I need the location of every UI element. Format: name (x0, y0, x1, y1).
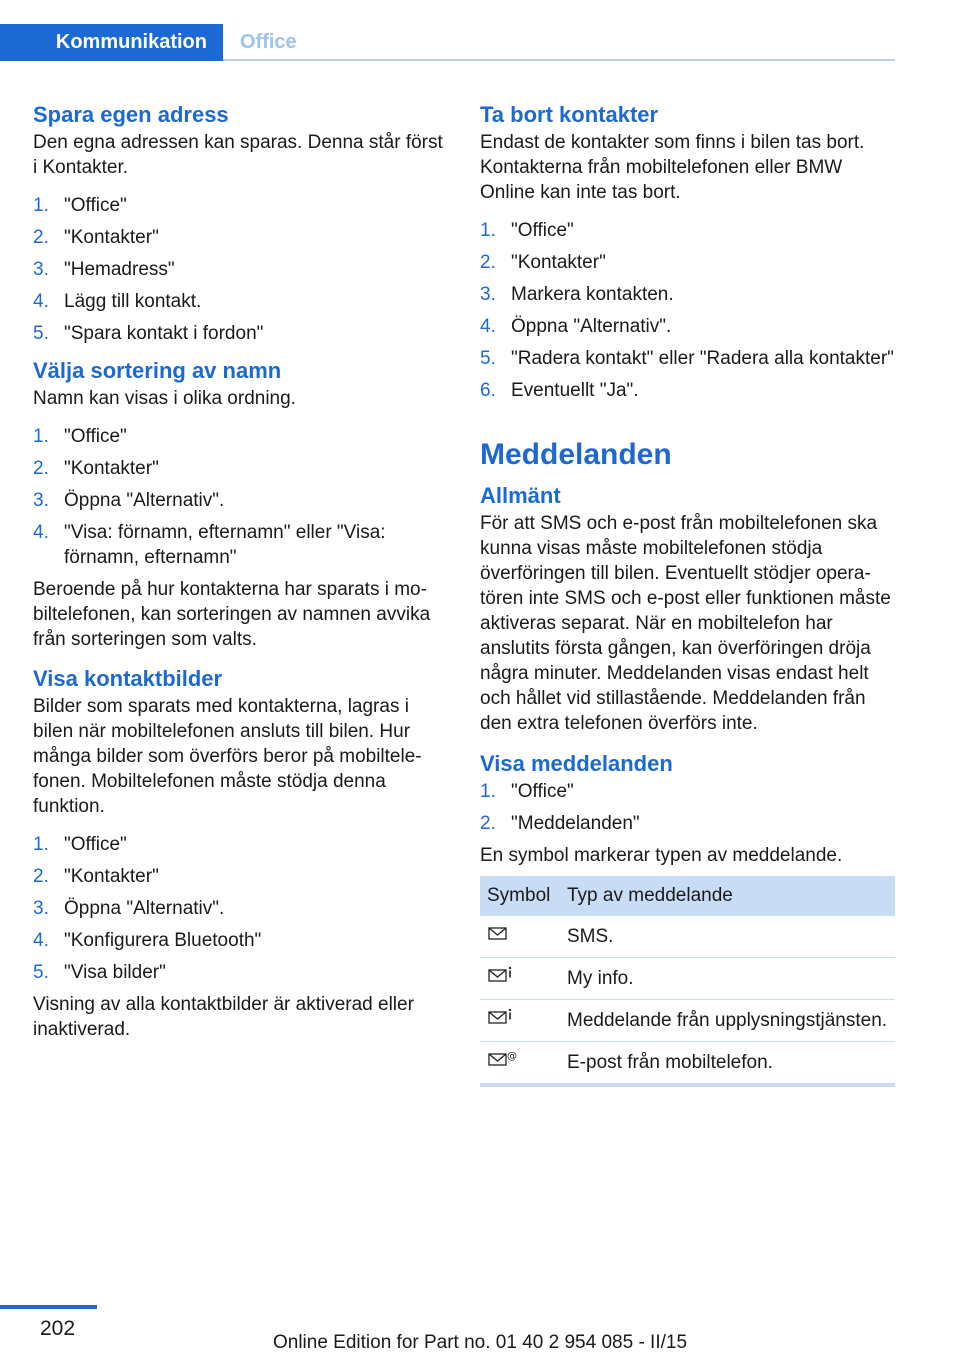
list-item: 4. Lägg till kontakt. (33, 291, 202, 312)
section-text: För att SMS och e-post från mobiltelefonen ska kunna visas måste mobiltelefonen stödja överföringen till bilen. Eventuellt stödjer operatören inte SMS och e-post eller funktionen måste aktiveras separat. När en mobiltelefon har anslutits första gången, kan överföringen dröja några minuter. Meddelanden visas endast helt och hållet vid stillastående. Meddelanden från den extra telefonen överförs inte. (480, 513, 891, 734)
list-item: 1. "Office" (480, 781, 574, 802)
table-header: Symbol (480, 876, 560, 916)
table-row (480, 958, 895, 1000)
list-item: 4. "Visa: förnamn, efternamn" eller "Visa: förnamn, efternamn" (33, 522, 386, 568)
symbol-table (480, 876, 895, 1087)
list-item: 5. "Spara kontakt i fordon" (33, 323, 264, 344)
list-item: 2. "Kontakter" (480, 252, 606, 273)
tab-divider (223, 59, 895, 61)
tab-kommunikation[interactable]: Kommunikation (0, 24, 223, 61)
steps-list (33, 832, 448, 985)
section-title: Visa meddelanden (480, 751, 673, 776)
list-item: 3. Markera kontakten. (480, 284, 674, 305)
list-item: 5. "Radera kontakt" eller "Radera alla kontakter" (480, 348, 894, 369)
section-title: Välja sortering av namn (33, 358, 282, 383)
envelope-info-icon (487, 1008, 513, 1026)
list-item: 2. "Kontakter" (33, 866, 159, 887)
footer-text: Online Edition for Part no. 01 40 2 954 085 - II/15 (272, 1332, 688, 1353)
list-item: 1. "Office" (33, 834, 127, 855)
symbol-cell (480, 1000, 560, 1042)
table-row (480, 1000, 895, 1042)
list-item: 4. Öppna "Alternativ". (480, 316, 672, 337)
tab-office[interactable]: Office (240, 31, 297, 53)
list-item: 3. Öppna "Alternativ". (33, 898, 225, 919)
envelope-at-icon (487, 1050, 517, 1068)
table-header-row (480, 876, 895, 916)
list-item: 5. "Visa bilder" (33, 962, 166, 983)
section-text: Den egna adressen kan sparas. Denna står först i Kontakter. (33, 132, 443, 178)
table-row (480, 916, 895, 958)
steps-list (33, 424, 448, 570)
svg-text:@: @ (507, 1051, 517, 1062)
list-item: 4. "Konfigurera Bluetooth" (33, 930, 262, 951)
page-number: 202 (40, 1317, 76, 1340)
list-item: 1. "Office" (480, 220, 574, 241)
section-text: Bilder som sparats med kontakterna, lagras i bilen när mobiltelefonen ansluts till bilen. Hur många bilder som överförs beror på mobiltelefonen. Mobiltelefonen måste stödja denna funktion. (33, 696, 422, 817)
envelope-info-icon (487, 966, 513, 984)
section-title: Ta bort kontakter (480, 102, 659, 127)
symbol-cell (480, 916, 560, 958)
page-number-bar (0, 1305, 97, 1309)
steps-list (33, 193, 448, 346)
section-text: Beroende på hur kontakterna har sparats i mobiltelefonen, kan sorteringen av namnen avvika från sorteringen som valts. (33, 579, 431, 650)
table-cell: My info. (560, 958, 895, 1000)
section-text: Endast de kontakter som finns i bilen tas bort. Kontakterna från mobiltelefonen eller BMW Online kan inte tas bort. (480, 132, 865, 203)
section-text: Visning av alla kontaktbilder är aktiverad eller inaktiverad. (33, 994, 414, 1040)
table-cell: E-post från mobiltelefon. (560, 1042, 895, 1086)
section-text: En symbol markerar typen av meddelande. (480, 845, 843, 866)
list-item: 3. Öppna "Alternativ". (33, 490, 225, 511)
steps-list (480, 779, 895, 836)
table-cell: SMS. (560, 916, 895, 958)
list-item: 1. "Office" (33, 195, 127, 216)
list-item: 2. "Kontakter" (33, 227, 159, 248)
table-cell: Meddelande från upplysningstjänsten. (560, 1000, 895, 1042)
table-header: Typ av meddelande (560, 876, 895, 916)
symbol-cell (480, 1042, 560, 1086)
list-item: 1. "Office" (33, 426, 127, 447)
left-column (33, 100, 448, 1042)
symbol-cell (480, 958, 560, 1000)
chapter-tabs (0, 24, 895, 61)
section-title: Visa kontaktbilder (33, 666, 223, 691)
list-item: 2. "Kontakter" (33, 458, 159, 479)
list-item: 3. "Hemadress" (33, 259, 175, 280)
table-row (480, 1042, 895, 1086)
right-column (480, 100, 895, 1087)
list-item: 2. "Meddelanden" (480, 813, 640, 834)
section-title: Spara egen adress (33, 102, 229, 127)
steps-list (480, 218, 895, 403)
section-title: Allmänt (480, 483, 561, 508)
list-item: 6. Eventuellt "Ja". (480, 380, 639, 401)
envelope-icon (487, 924, 513, 942)
section-text: Namn kan visas i olika ordning. (33, 388, 296, 409)
chapter-title: Meddelanden (480, 438, 672, 471)
